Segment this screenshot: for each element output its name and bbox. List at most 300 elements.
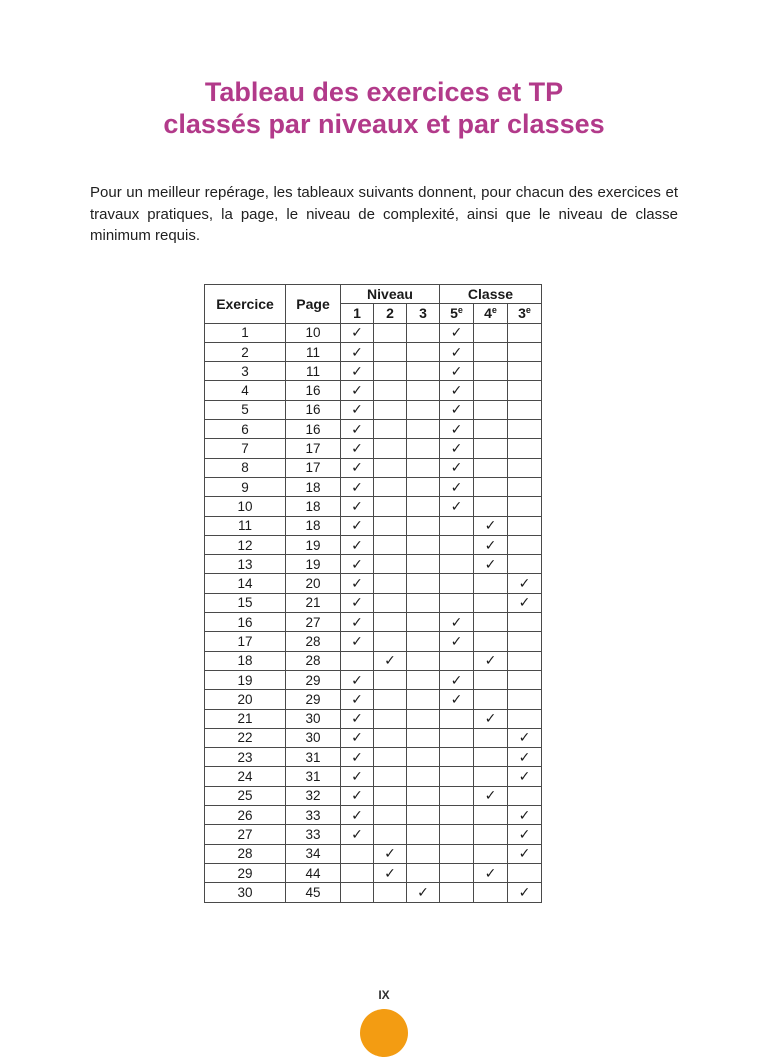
table-row bbox=[205, 420, 542, 439]
niveau-3-cell bbox=[407, 632, 440, 651]
niveau-2-cell bbox=[374, 497, 407, 516]
check-icon: ✓ bbox=[450, 324, 463, 341]
check-icon: ✓ bbox=[450, 382, 463, 399]
page-number-cell: 11 bbox=[286, 342, 341, 361]
classe-5e-cell bbox=[440, 574, 474, 593]
niveau-1-cell bbox=[341, 381, 374, 400]
exercise-number: 14 bbox=[205, 574, 286, 593]
classe-4e-cell bbox=[474, 748, 508, 767]
page-number-cell: 28 bbox=[286, 632, 341, 651]
niveau-2-cell bbox=[374, 342, 407, 361]
classe-4e-cell bbox=[474, 651, 508, 670]
classe-sup: e bbox=[525, 305, 531, 316]
exercise-number: 12 bbox=[205, 535, 286, 554]
classe-3e-cell bbox=[508, 362, 542, 381]
exercise-number: 16 bbox=[205, 613, 286, 632]
niveau-2-cell bbox=[374, 690, 407, 709]
niveau-2-cell bbox=[374, 825, 407, 844]
page-number-cell: 33 bbox=[286, 806, 341, 825]
page-number-cell: 32 bbox=[286, 786, 341, 805]
classe-3e-cell bbox=[508, 574, 542, 593]
niveau-1-cell bbox=[341, 574, 374, 593]
niveau-2-cell bbox=[374, 844, 407, 863]
table-row bbox=[205, 883, 542, 902]
classe-5e-cell bbox=[440, 728, 474, 747]
page-number-cell: 45 bbox=[286, 883, 341, 902]
classe-4e-cell bbox=[474, 863, 508, 882]
classe-3e-cell bbox=[508, 670, 542, 689]
check-icon: ✓ bbox=[384, 845, 396, 862]
table-row bbox=[205, 863, 542, 882]
classe-4e-cell bbox=[474, 806, 508, 825]
check-icon: ✓ bbox=[351, 555, 363, 572]
check-icon: ✓ bbox=[351, 787, 363, 804]
check-icon: ✓ bbox=[450, 420, 463, 437]
niveau-1-cell bbox=[341, 555, 374, 574]
classe-4e-cell bbox=[474, 632, 508, 651]
check-icon: ✓ bbox=[450, 632, 463, 649]
exercise-number: 5 bbox=[205, 400, 286, 419]
page-number-cell: 29 bbox=[286, 670, 341, 689]
check-icon: ✓ bbox=[484, 652, 497, 669]
page-number-cell: 16 bbox=[286, 420, 341, 439]
classe-4e-cell bbox=[474, 497, 508, 516]
exercise-number: 6 bbox=[205, 420, 286, 439]
classe-5e-cell bbox=[440, 342, 474, 361]
classe-3e-cell bbox=[508, 381, 542, 400]
niveau-2-cell bbox=[374, 728, 407, 747]
page-number-cell: 28 bbox=[286, 651, 341, 670]
niveau-2-cell bbox=[374, 863, 407, 882]
classe-5e-cell bbox=[440, 651, 474, 670]
niveau-3-cell bbox=[407, 439, 440, 458]
niveau-1-cell bbox=[341, 690, 374, 709]
niveau-2-cell bbox=[374, 748, 407, 767]
check-icon: ✓ bbox=[484, 787, 497, 804]
header-classe-3e bbox=[508, 304, 542, 323]
check-icon: ✓ bbox=[484, 536, 497, 553]
classe-5e-cell bbox=[440, 458, 474, 477]
niveau-3-cell bbox=[407, 709, 440, 728]
page-title bbox=[0, 76, 768, 140]
page-number-cell: 10 bbox=[286, 323, 341, 342]
check-icon: ✓ bbox=[351, 729, 363, 746]
check-icon: ✓ bbox=[518, 883, 531, 900]
classe-5e-cell bbox=[440, 593, 474, 612]
exercise-number: 29 bbox=[205, 863, 286, 882]
classe-3e-cell bbox=[508, 458, 542, 477]
page-number-cell: 19 bbox=[286, 555, 341, 574]
classe-5e-cell bbox=[440, 362, 474, 381]
niveau-3-cell bbox=[407, 400, 440, 419]
classe-4e-cell bbox=[474, 844, 508, 863]
check-icon: ✓ bbox=[351, 517, 363, 534]
table-row bbox=[205, 825, 542, 844]
page-number-cell: 31 bbox=[286, 748, 341, 767]
table-row bbox=[205, 690, 542, 709]
niveau-2-cell bbox=[374, 651, 407, 670]
classe-4e-cell bbox=[474, 342, 508, 361]
classe-3e-cell bbox=[508, 748, 542, 767]
niveau-1-cell bbox=[341, 400, 374, 419]
table-row bbox=[205, 400, 542, 419]
header-exercice: Exercice bbox=[205, 285, 286, 324]
classe-3e-cell bbox=[508, 497, 542, 516]
niveau-3-cell bbox=[407, 574, 440, 593]
classe-4e-cell bbox=[474, 613, 508, 632]
table-row bbox=[205, 362, 542, 381]
classe-4e-cell bbox=[474, 825, 508, 844]
exercise-number: 11 bbox=[205, 516, 286, 535]
table-row bbox=[205, 381, 542, 400]
classe-4e-cell bbox=[474, 323, 508, 342]
exercise-number: 3 bbox=[205, 362, 286, 381]
classe-5e-cell bbox=[440, 863, 474, 882]
page-number-cell: 17 bbox=[286, 439, 341, 458]
niveau-1-cell bbox=[341, 767, 374, 786]
table-row bbox=[205, 497, 542, 516]
table-row bbox=[205, 439, 542, 458]
check-icon: ✓ bbox=[351, 575, 363, 592]
niveau-3-cell bbox=[407, 844, 440, 863]
niveau-1-cell bbox=[341, 516, 374, 535]
check-icon: ✓ bbox=[351, 478, 363, 495]
classe-3e-cell bbox=[508, 516, 542, 535]
check-icon: ✓ bbox=[450, 440, 463, 457]
niveau-3-cell bbox=[407, 381, 440, 400]
table-row bbox=[205, 767, 542, 786]
niveau-1-cell bbox=[341, 342, 374, 361]
exercise-number: 2 bbox=[205, 342, 286, 361]
niveau-1-cell bbox=[341, 323, 374, 342]
niveau-3-cell bbox=[407, 806, 440, 825]
table-row bbox=[205, 323, 542, 342]
niveau-1-cell bbox=[341, 651, 374, 670]
check-icon: ✓ bbox=[518, 575, 531, 592]
exercise-number: 7 bbox=[205, 439, 286, 458]
exercise-number: 30 bbox=[205, 883, 286, 902]
classe-4e-cell bbox=[474, 670, 508, 689]
page-number-cell: 18 bbox=[286, 516, 341, 535]
table-row bbox=[205, 670, 542, 689]
niveau-3-cell bbox=[407, 863, 440, 882]
niveau-2-cell bbox=[374, 477, 407, 496]
classe-5e-cell bbox=[440, 439, 474, 458]
check-icon: ✓ bbox=[450, 401, 463, 418]
exercise-number: 10 bbox=[205, 497, 286, 516]
check-icon: ✓ bbox=[450, 497, 463, 514]
exercise-number: 17 bbox=[205, 632, 286, 651]
check-icon: ✓ bbox=[484, 555, 497, 572]
classe-5e-cell bbox=[440, 786, 474, 805]
classe-4e-cell bbox=[474, 709, 508, 728]
niveau-2-cell bbox=[374, 516, 407, 535]
check-icon: ✓ bbox=[351, 401, 363, 418]
niveau-1-cell bbox=[341, 825, 374, 844]
page-number-cell: 11 bbox=[286, 362, 341, 381]
table-row bbox=[205, 709, 542, 728]
niveau-3-cell bbox=[407, 883, 440, 902]
classe-3e-cell bbox=[508, 400, 542, 419]
niveau-2-cell bbox=[374, 439, 407, 458]
classe-3e-cell bbox=[508, 632, 542, 651]
niveau-3-cell bbox=[407, 593, 440, 612]
header-niveau-3: 3 bbox=[407, 304, 440, 323]
classe-4e-cell bbox=[474, 362, 508, 381]
niveau-3-cell bbox=[407, 748, 440, 767]
niveau-2-cell bbox=[374, 786, 407, 805]
niveau-3-cell bbox=[407, 323, 440, 342]
niveau-2-cell bbox=[374, 362, 407, 381]
classe-5e-cell bbox=[440, 690, 474, 709]
niveau-1-cell bbox=[341, 844, 374, 863]
niveau-1-cell bbox=[341, 362, 374, 381]
page-number-cell: 20 bbox=[286, 574, 341, 593]
exercise-number: 1 bbox=[205, 323, 286, 342]
check-icon: ✓ bbox=[484, 864, 497, 881]
exercise-number: 18 bbox=[205, 651, 286, 670]
page-number-cell: 44 bbox=[286, 863, 341, 882]
classe-4e-cell bbox=[474, 439, 508, 458]
classe-sup: e bbox=[491, 305, 497, 316]
title-line-2: classés par niveaux et par classes bbox=[163, 109, 605, 139]
niveau-1-cell bbox=[341, 806, 374, 825]
classe-3e-cell bbox=[508, 613, 542, 632]
classe-4e-cell bbox=[474, 477, 508, 496]
classe-3e-cell bbox=[508, 709, 542, 728]
check-icon: ✓ bbox=[384, 864, 396, 881]
niveau-3-cell bbox=[407, 613, 440, 632]
niveau-1-cell bbox=[341, 497, 374, 516]
header-classe-5e bbox=[440, 304, 474, 323]
check-icon: ✓ bbox=[351, 632, 363, 649]
niveau-2-cell bbox=[374, 767, 407, 786]
classe-5e-cell bbox=[440, 613, 474, 632]
check-icon: ✓ bbox=[351, 671, 363, 688]
classe-3e-cell bbox=[508, 555, 542, 574]
check-icon: ✓ bbox=[417, 883, 429, 900]
classe-3e-cell bbox=[508, 863, 542, 882]
check-icon: ✓ bbox=[351, 825, 363, 842]
page-number-cell: 18 bbox=[286, 497, 341, 516]
classe-3e-cell bbox=[508, 690, 542, 709]
table-row bbox=[205, 613, 542, 632]
check-icon: ✓ bbox=[351, 343, 363, 360]
exercise-number: 27 bbox=[205, 825, 286, 844]
classe-4e-cell bbox=[474, 593, 508, 612]
page-number-cell: 31 bbox=[286, 767, 341, 786]
classe-5e-cell bbox=[440, 670, 474, 689]
niveau-2-cell bbox=[374, 883, 407, 902]
page-number-tab bbox=[360, 1009, 408, 1057]
check-icon: ✓ bbox=[351, 806, 363, 823]
classe-3e-cell bbox=[508, 651, 542, 670]
classe-4e-cell bbox=[474, 400, 508, 419]
niveau-2-cell bbox=[374, 806, 407, 825]
check-icon: ✓ bbox=[351, 613, 363, 630]
check-icon: ✓ bbox=[450, 478, 463, 495]
niveau-1-cell bbox=[341, 709, 374, 728]
classe-5e-cell bbox=[440, 709, 474, 728]
table-row bbox=[205, 806, 542, 825]
page-number-cell: 17 bbox=[286, 458, 341, 477]
classe-5e-cell bbox=[440, 806, 474, 825]
check-icon: ✓ bbox=[351, 420, 363, 437]
check-icon: ✓ bbox=[518, 845, 531, 862]
niveau-3-cell bbox=[407, 690, 440, 709]
classe-5e-cell bbox=[440, 381, 474, 400]
classe-num: 5 bbox=[450, 305, 458, 322]
check-icon: ✓ bbox=[351, 382, 363, 399]
niveau-2-cell bbox=[374, 400, 407, 419]
check-icon: ✓ bbox=[518, 768, 531, 785]
intro-paragraph: Pour un meilleur repérage, les tableaux suivants donnent, pour chacun des exercices et travaux pratiques, la page, le niveau de complexité, ainsi que le niveau de classe minimum requis. bbox=[90, 184, 678, 244]
check-icon: ✓ bbox=[518, 729, 531, 746]
niveau-1-cell bbox=[341, 883, 374, 902]
table-row bbox=[205, 342, 542, 361]
page-number-cell: 29 bbox=[286, 690, 341, 709]
classe-4e-cell bbox=[474, 767, 508, 786]
check-icon: ✓ bbox=[450, 613, 463, 630]
niveau-2-cell bbox=[374, 574, 407, 593]
classe-3e-cell bbox=[508, 477, 542, 496]
classe-5e-cell bbox=[440, 825, 474, 844]
page-number-cell: 21 bbox=[286, 593, 341, 612]
classe-3e-cell bbox=[508, 844, 542, 863]
header-niveau-1: 1 bbox=[341, 304, 374, 323]
check-icon: ✓ bbox=[450, 459, 463, 476]
niveau-1-cell bbox=[341, 535, 374, 554]
classe-5e-cell bbox=[440, 767, 474, 786]
classe-4e-cell bbox=[474, 690, 508, 709]
niveau-3-cell bbox=[407, 555, 440, 574]
niveau-3-cell bbox=[407, 458, 440, 477]
exercise-number: 19 bbox=[205, 670, 286, 689]
header-niveau-2: 2 bbox=[374, 304, 407, 323]
table-row bbox=[205, 458, 542, 477]
classe-3e-cell bbox=[508, 535, 542, 554]
classe-4e-cell bbox=[474, 728, 508, 747]
niveau-3-cell bbox=[407, 497, 440, 516]
exercise-number: 13 bbox=[205, 555, 286, 574]
header-page: Page bbox=[286, 285, 341, 324]
check-icon: ✓ bbox=[351, 459, 363, 476]
table-row bbox=[205, 651, 542, 670]
exercise-number: 26 bbox=[205, 806, 286, 825]
classe-5e-cell bbox=[440, 477, 474, 496]
page-number-cell: 27 bbox=[286, 613, 341, 632]
page-number-cell: 30 bbox=[286, 709, 341, 728]
check-icon: ✓ bbox=[351, 497, 363, 514]
header-classe: Classe bbox=[440, 285, 542, 304]
check-icon: ✓ bbox=[351, 748, 363, 765]
classe-4e-cell bbox=[474, 516, 508, 535]
classe-3e-cell bbox=[508, 439, 542, 458]
classe-3e-cell bbox=[508, 342, 542, 361]
classe-5e-cell bbox=[440, 497, 474, 516]
header-niveau: Niveau bbox=[341, 285, 440, 304]
header-classe-4e bbox=[474, 304, 508, 323]
check-icon: ✓ bbox=[518, 594, 531, 611]
classe-4e-cell bbox=[474, 381, 508, 400]
check-icon: ✓ bbox=[384, 652, 396, 669]
exercise-number: 8 bbox=[205, 458, 286, 477]
table-row bbox=[205, 844, 542, 863]
niveau-2-cell bbox=[374, 555, 407, 574]
check-icon: ✓ bbox=[351, 594, 363, 611]
table-row bbox=[205, 555, 542, 574]
niveau-3-cell bbox=[407, 728, 440, 747]
niveau-3-cell bbox=[407, 786, 440, 805]
classe-5e-cell bbox=[440, 883, 474, 902]
check-icon: ✓ bbox=[450, 343, 463, 360]
niveau-2-cell bbox=[374, 613, 407, 632]
table-row bbox=[205, 516, 542, 535]
classe-5e-cell bbox=[440, 844, 474, 863]
classe-5e-cell bbox=[440, 632, 474, 651]
exercises-table bbox=[204, 284, 542, 903]
table-row bbox=[205, 786, 542, 805]
niveau-1-cell bbox=[341, 728, 374, 747]
niveau-1-cell bbox=[341, 439, 374, 458]
table-row bbox=[205, 535, 542, 554]
niveau-2-cell bbox=[374, 458, 407, 477]
classe-3e-cell bbox=[508, 420, 542, 439]
niveau-1-cell bbox=[341, 477, 374, 496]
niveau-1-cell bbox=[341, 786, 374, 805]
classe-4e-cell bbox=[474, 458, 508, 477]
classe-5e-cell bbox=[440, 555, 474, 574]
check-icon: ✓ bbox=[351, 768, 363, 785]
niveau-1-cell bbox=[341, 420, 374, 439]
niveau-3-cell bbox=[407, 767, 440, 786]
check-icon: ✓ bbox=[518, 825, 531, 842]
table-row bbox=[205, 632, 542, 651]
niveau-1-cell bbox=[341, 748, 374, 767]
check-icon: ✓ bbox=[351, 690, 363, 707]
classe-5e-cell bbox=[440, 535, 474, 554]
classe-3e-cell bbox=[508, 786, 542, 805]
exercise-number: 22 bbox=[205, 728, 286, 747]
exercise-number: 4 bbox=[205, 381, 286, 400]
page-number-cell: 33 bbox=[286, 825, 341, 844]
page-number-cell: 30 bbox=[286, 728, 341, 747]
classe-5e-cell bbox=[440, 748, 474, 767]
classe-3e-cell bbox=[508, 767, 542, 786]
exercise-number: 23 bbox=[205, 748, 286, 767]
check-icon: ✓ bbox=[351, 440, 363, 457]
check-icon: ✓ bbox=[484, 710, 497, 727]
page-number-cell: 18 bbox=[286, 477, 341, 496]
classe-3e-cell bbox=[508, 825, 542, 844]
niveau-2-cell bbox=[374, 709, 407, 728]
niveau-2-cell bbox=[374, 670, 407, 689]
exercise-number: 21 bbox=[205, 709, 286, 728]
page-number-cell: 34 bbox=[286, 844, 341, 863]
classe-3e-cell bbox=[508, 593, 542, 612]
page-number: IX bbox=[378, 988, 390, 1002]
title-line-1: Tableau des exercices et TP bbox=[204, 77, 564, 107]
page-number-cell: 16 bbox=[286, 381, 341, 400]
table-row bbox=[205, 748, 542, 767]
niveau-2-cell bbox=[374, 593, 407, 612]
exercise-number: 15 bbox=[205, 593, 286, 612]
classe-4e-cell bbox=[474, 883, 508, 902]
classe-3e-cell bbox=[508, 323, 542, 342]
classe-3e-cell bbox=[508, 806, 542, 825]
classe-5e-cell bbox=[440, 516, 474, 535]
niveau-1-cell bbox=[341, 593, 374, 612]
